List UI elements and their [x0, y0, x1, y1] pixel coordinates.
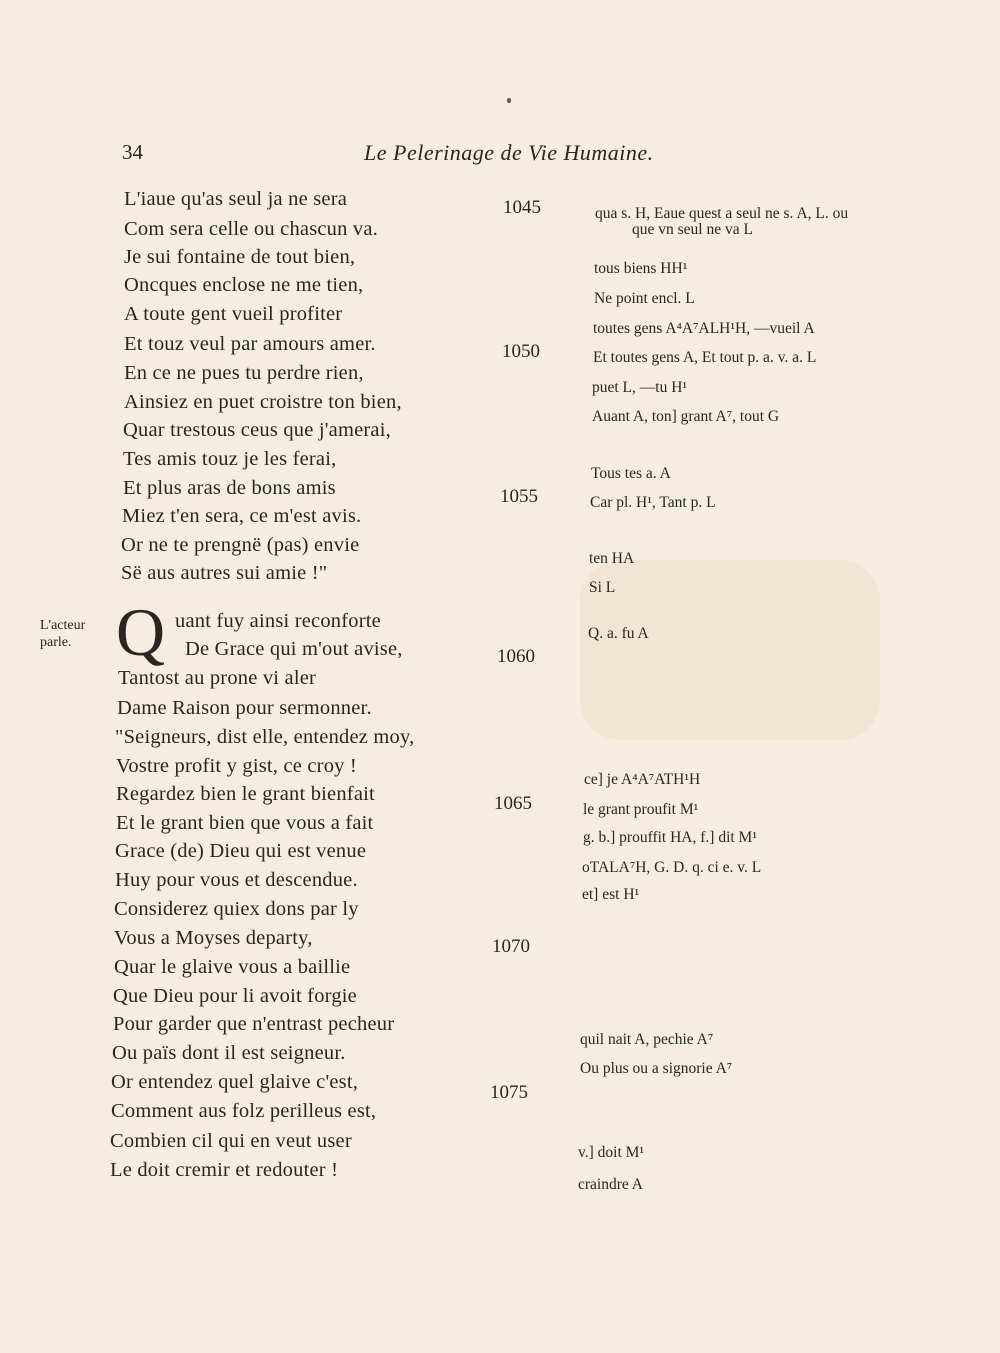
- verse-line: Dame Raison pour sermonner.: [117, 697, 372, 719]
- line-number: 1055: [500, 486, 538, 507]
- margin-note-line: parle.: [40, 635, 72, 650]
- verse-line: Considerez quiex dons par ly: [114, 898, 359, 920]
- variant-note: qua s. H, Eaue quest a seul ne s. A, L. ou: [595, 205, 849, 222]
- variant-note: Si L: [589, 579, 616, 596]
- verse-line: Que Dieu pour li avoit forgie: [113, 985, 357, 1007]
- verse-line: Com sera celle ou chascun va.: [124, 218, 378, 240]
- verse-line: uant fuy ainsi reconforte: [175, 610, 381, 632]
- verse-line: Oncques enclose ne me tien,: [124, 274, 364, 296]
- line-number: 1075: [490, 1082, 528, 1103]
- variant-note: tous biens HH¹: [594, 260, 688, 277]
- variant-note: Ou plus ou a signorie A⁷: [580, 1060, 733, 1077]
- page-number: 34: [122, 140, 143, 164]
- variant-note: ten HA: [589, 550, 635, 567]
- verse-line: Grace (de) Dieu qui est venue: [115, 840, 367, 862]
- variant-note: quil nait A, pechie A⁷: [580, 1031, 714, 1048]
- verse-line: De Grace qui m'out avise,: [185, 638, 403, 660]
- line-number: 1050: [502, 341, 540, 362]
- variant-note: et] est H¹: [582, 886, 640, 903]
- verse-line: A toute gent vueil profiter: [124, 303, 343, 325]
- verse-line: Et plus aras de bons amis: [123, 477, 336, 499]
- line-number: 1070: [492, 936, 530, 957]
- verse-line: Combien cil qui en veut user: [110, 1130, 352, 1152]
- verse-line: Vostre profit y gist, ce croy !: [116, 755, 357, 777]
- variant-note: toutes gens A⁴A⁷ALH¹H, —vueil A: [593, 320, 815, 337]
- variant-note: Auant A, ton] grant A⁷, tout G: [592, 408, 780, 425]
- variant-note: Car pl. H¹, Tant p. L: [590, 494, 716, 511]
- line-number: 1045: [503, 197, 541, 218]
- drop-cap: Q: [116, 594, 166, 670]
- verse-line: Or ne te prengnë (pas) envie: [121, 534, 360, 556]
- variant-note: le grant proufit M¹: [583, 801, 699, 818]
- verse-line: Tes amis touz je les ferai,: [123, 448, 337, 470]
- ink-speck: [507, 98, 511, 103]
- verse-line: Vous a Moyses departy,: [114, 927, 313, 949]
- verse-line: Le doit cremir et redouter !: [110, 1159, 339, 1181]
- variant-note: v.] doit M¹: [578, 1144, 645, 1161]
- verse-line: Pour garder que n'entrast pecheur: [113, 1013, 395, 1035]
- variant-note: ce] je A⁴A⁷ATH¹H: [584, 771, 701, 788]
- variant-note: g. b.] prouffit HA, f.] dit M¹: [583, 829, 757, 846]
- verse-line: L'iaue qu'as seul ja ne sera: [124, 188, 348, 210]
- verse-line: Quar le glaive vous a baillie: [114, 956, 351, 978]
- verse-line: Or entendez quel glaive c'est,: [111, 1071, 359, 1093]
- line-number: 1065: [494, 793, 532, 814]
- variant-note: Tous tes a. A: [591, 465, 671, 482]
- verse-line: Comment aus folz perilleus est,: [111, 1100, 377, 1122]
- verse-line: Ainsiez en puet croistre ton bien,: [124, 391, 402, 413]
- running-title: Le Pelerinage de Vie Humaine.: [364, 140, 654, 165]
- margin-note-line: L'acteur: [40, 618, 86, 633]
- variant-note: Et toutes gens A, Et tout p. a. v. a. L: [593, 349, 817, 366]
- variant-note: que vn seul ne va L: [632, 221, 753, 238]
- verse-line: Miez t'en sera, ce m'est avis.: [122, 505, 362, 527]
- paper-shading: [580, 560, 880, 740]
- margin-note: [40, 617, 110, 651]
- verse-line: Regardez bien le grant bienfait: [116, 783, 375, 805]
- verse-line: Ou païs dont il est seigneur.: [112, 1042, 346, 1064]
- verse-line: En ce ne pues tu perdre rien,: [124, 362, 364, 384]
- verse-line: Tantost au prone vi aler: [118, 667, 317, 689]
- verse-line: Et touz veul par amours amer.: [124, 333, 376, 355]
- verse-line: Et le grant bien que vous a fait: [116, 812, 374, 834]
- variant-note: puet L, —tu H¹: [592, 379, 688, 396]
- verse-line: Huy pour vous et descendue.: [115, 869, 358, 891]
- verse-line: "Seigneurs, dist elle, entendez moy,: [115, 726, 415, 748]
- verse-line: Së aus autres sui amie !": [121, 562, 328, 584]
- verse-line: Quar trestous ceus que j'amerai,: [123, 419, 391, 441]
- variant-note: craindre A: [578, 1176, 643, 1193]
- variant-note: Ne point encl. L: [594, 290, 695, 307]
- variant-note: oTALA⁷H, G. D. q. ci e. v. L: [582, 859, 762, 876]
- variant-note: Q. a. fu A: [588, 625, 649, 642]
- line-number: 1060: [497, 646, 535, 667]
- verse-line: Je sui fontaine de tout bien,: [124, 246, 356, 268]
